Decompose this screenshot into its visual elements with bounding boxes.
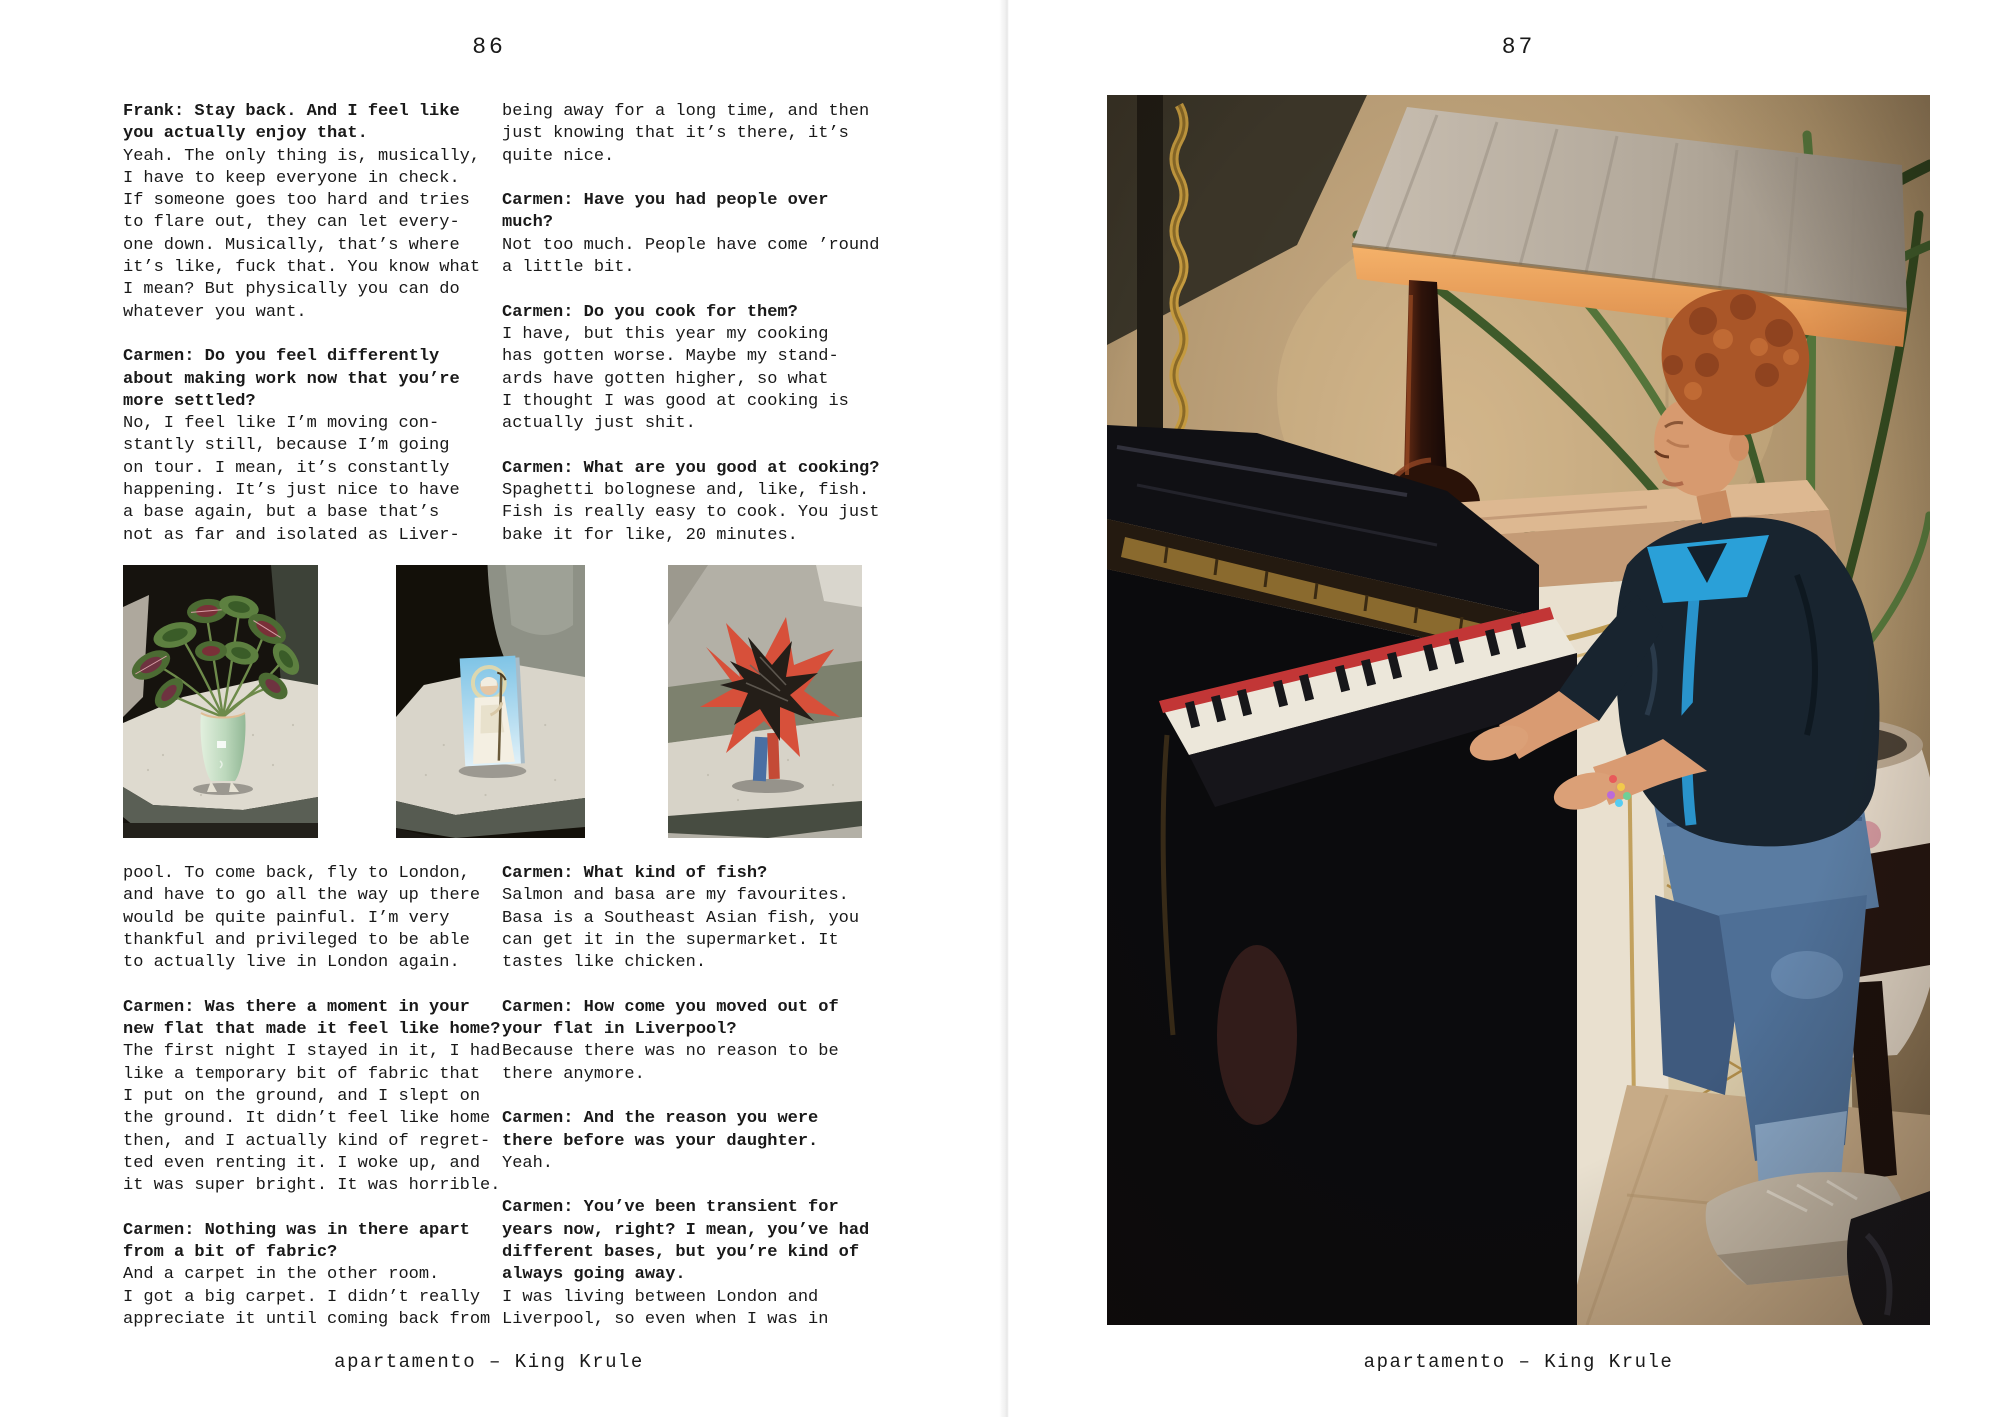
- text-line: a little bit.: [502, 258, 635, 278]
- text-line: Salmon and basa are my favourites.: [502, 886, 849, 906]
- text-line: Yeah.: [502, 1153, 554, 1173]
- text-line: Spaghetti bolognese and, like, fish.: [502, 481, 870, 501]
- text-line: Not too much. People have come ’round: [502, 235, 880, 255]
- text-line: on tour. I mean, it’s constantly: [123, 458, 450, 478]
- text-line: Carmen: Was there a moment in your: [123, 997, 470, 1017]
- text-line: I have, but this year my cooking: [502, 324, 829, 344]
- text-line: ted even renting it. I woke up, and: [123, 1153, 481, 1173]
- interview-column-bottom-right: [502, 863, 869, 1331]
- text-line: [502, 1175, 869, 1197]
- text-line: then, and I actually kind of regret-: [123, 1131, 491, 1151]
- text-line: I thought I was good at cooking is: [502, 391, 849, 411]
- text-line: I put on the ground, and I slept on: [123, 1086, 481, 1106]
- text-line: you actually enjoy that.: [123, 124, 368, 144]
- pope-postcard: [460, 655, 525, 766]
- text-line: [123, 1197, 500, 1219]
- photo-pope-postcard: [396, 565, 585, 838]
- photo-king-krule-piano: [1107, 95, 1930, 1325]
- text-line: I got a big carpet. I didn’t really: [123, 1287, 481, 1307]
- vignette: [1107, 95, 1930, 1325]
- text-line: from a bit of fabric?: [123, 1243, 338, 1263]
- text-line: to actually live in London again.: [123, 953, 460, 973]
- text-line: Carmen: And the reason you were: [502, 1109, 819, 1129]
- text-line: being away for a long time, and then: [502, 102, 870, 121]
- text-line: the ground. It didn’t feel like home: [123, 1109, 491, 1129]
- text-line: actually just shit.: [502, 414, 696, 434]
- text-line: stantly still, because I’m going: [123, 436, 450, 456]
- text-line: Yeah. The only thing is, musically,: [123, 146, 481, 166]
- text-line: Carmen: What kind of fish?: [502, 864, 768, 883]
- text-line: thankful and privileged to be able: [123, 930, 470, 950]
- text-line: No, I feel like I’m moving con-: [123, 414, 440, 434]
- page-fold-shadow: [999, 0, 1015, 1417]
- text-line: I have to keep everyone in check.: [123, 168, 460, 188]
- text-line: [502, 279, 879, 301]
- photo-prayer-plant: [123, 565, 318, 838]
- text-line: Frank: Stay back. And I feel like: [123, 102, 460, 121]
- text-line: happening. It’s just nice to have: [123, 481, 460, 501]
- text-line: [502, 974, 869, 996]
- text-line: much?: [502, 213, 554, 233]
- text-line: [123, 974, 500, 996]
- text-line: different bases, but you’re kind of: [502, 1243, 860, 1263]
- text-line: Carmen: Have you had people over: [502, 191, 829, 211]
- interview-column-bottom-left: [123, 863, 500, 1331]
- text-line: I mean? But physically you can do: [123, 280, 460, 300]
- text-line: quite nice.: [502, 146, 615, 166]
- interview-column-top-right: [502, 101, 879, 547]
- text-line: Basa is a Southeast Asian fish, you: [502, 908, 860, 928]
- text-line: ards have gotten higher, so what: [502, 369, 829, 389]
- text-line: one down. Musically, that’s where: [123, 235, 460, 255]
- text-line: can get it in the supermarket. It: [502, 930, 839, 950]
- text-line: [123, 324, 480, 346]
- text-line: I was living between London and: [502, 1287, 819, 1307]
- text-line: Liverpool, so even when I was in: [502, 1309, 829, 1329]
- text-line: Carmen: Do you feel differently: [123, 347, 440, 367]
- text-line: to flare out, they can let every-: [123, 213, 460, 233]
- text-line: tastes like chicken.: [502, 953, 707, 973]
- footer-left: apartamento – King Krule: [334, 1351, 644, 1373]
- text-line: Carmen: What are you good at cooking?: [502, 458, 880, 478]
- text-line: there anymore.: [502, 1064, 645, 1084]
- text-line: new flat that made it feel like home?: [123, 1020, 501, 1040]
- text-line: years now, right? I mean, you’ve had: [502, 1220, 870, 1240]
- text-line: there before was your daughter.: [502, 1131, 819, 1151]
- text-line: Carmen: How come you moved out of: [502, 997, 839, 1017]
- text-line: Because there was no reason to be: [502, 1042, 839, 1062]
- text-line: Carmen: Nothing was in there apart: [123, 1220, 470, 1240]
- text-line: appreciate it until coming back from: [123, 1309, 491, 1329]
- text-line: has gotten worse. Maybe my stand-: [502, 347, 839, 367]
- text-line: Carmen: You’ve been transient for: [502, 1198, 839, 1218]
- text-line: a base again, but a base that’s: [123, 503, 440, 523]
- text-line: [502, 168, 879, 190]
- photo-red-sculpture: [668, 565, 862, 838]
- text-line: just knowing that it’s there, it’s: [502, 124, 849, 144]
- text-line: Carmen: Do you cook for them?: [502, 302, 798, 322]
- text-line: your flat in Liverpool?: [502, 1020, 737, 1040]
- text-line: Fish is really easy to cook. You just: [502, 503, 880, 523]
- text-line: And a carpet in the other room.: [123, 1265, 440, 1285]
- page-number-left: 86: [472, 34, 506, 60]
- text-line: [502, 1086, 869, 1108]
- text-line: more settled?: [123, 391, 256, 411]
- text-line: The first night I stayed in it, I had: [123, 1042, 501, 1062]
- text-line: If someone goes too hard and tries: [123, 191, 470, 211]
- text-line: it was super bright. It was horrible.: [123, 1176, 501, 1196]
- sculpture-shadow: [732, 779, 804, 793]
- text-line: bake it for like, 20 minutes.: [502, 525, 798, 545]
- page-number-right: 87: [1501, 34, 1536, 60]
- footer-right: apartamento – King Krule: [1363, 1351, 1674, 1373]
- text-line: always going away.: [502, 1265, 686, 1285]
- interview-column-top-left: [123, 101, 480, 547]
- text-line: it’s like, fuck that. You know what: [123, 258, 481, 278]
- text-line: not as far and isolated as Liver-: [123, 525, 460, 545]
- text-line: would be quite painful. I’m very: [123, 908, 450, 928]
- text-line: like a temporary bit of fabric that: [123, 1064, 481, 1084]
- text-line: about making work now that you’re: [123, 369, 460, 389]
- text-line: pool. To come back, fly to London,: [123, 864, 470, 883]
- text-line: whatever you want.: [123, 302, 307, 322]
- text-line: and have to go all the way up there: [123, 886, 481, 906]
- text-line: [502, 435, 879, 457]
